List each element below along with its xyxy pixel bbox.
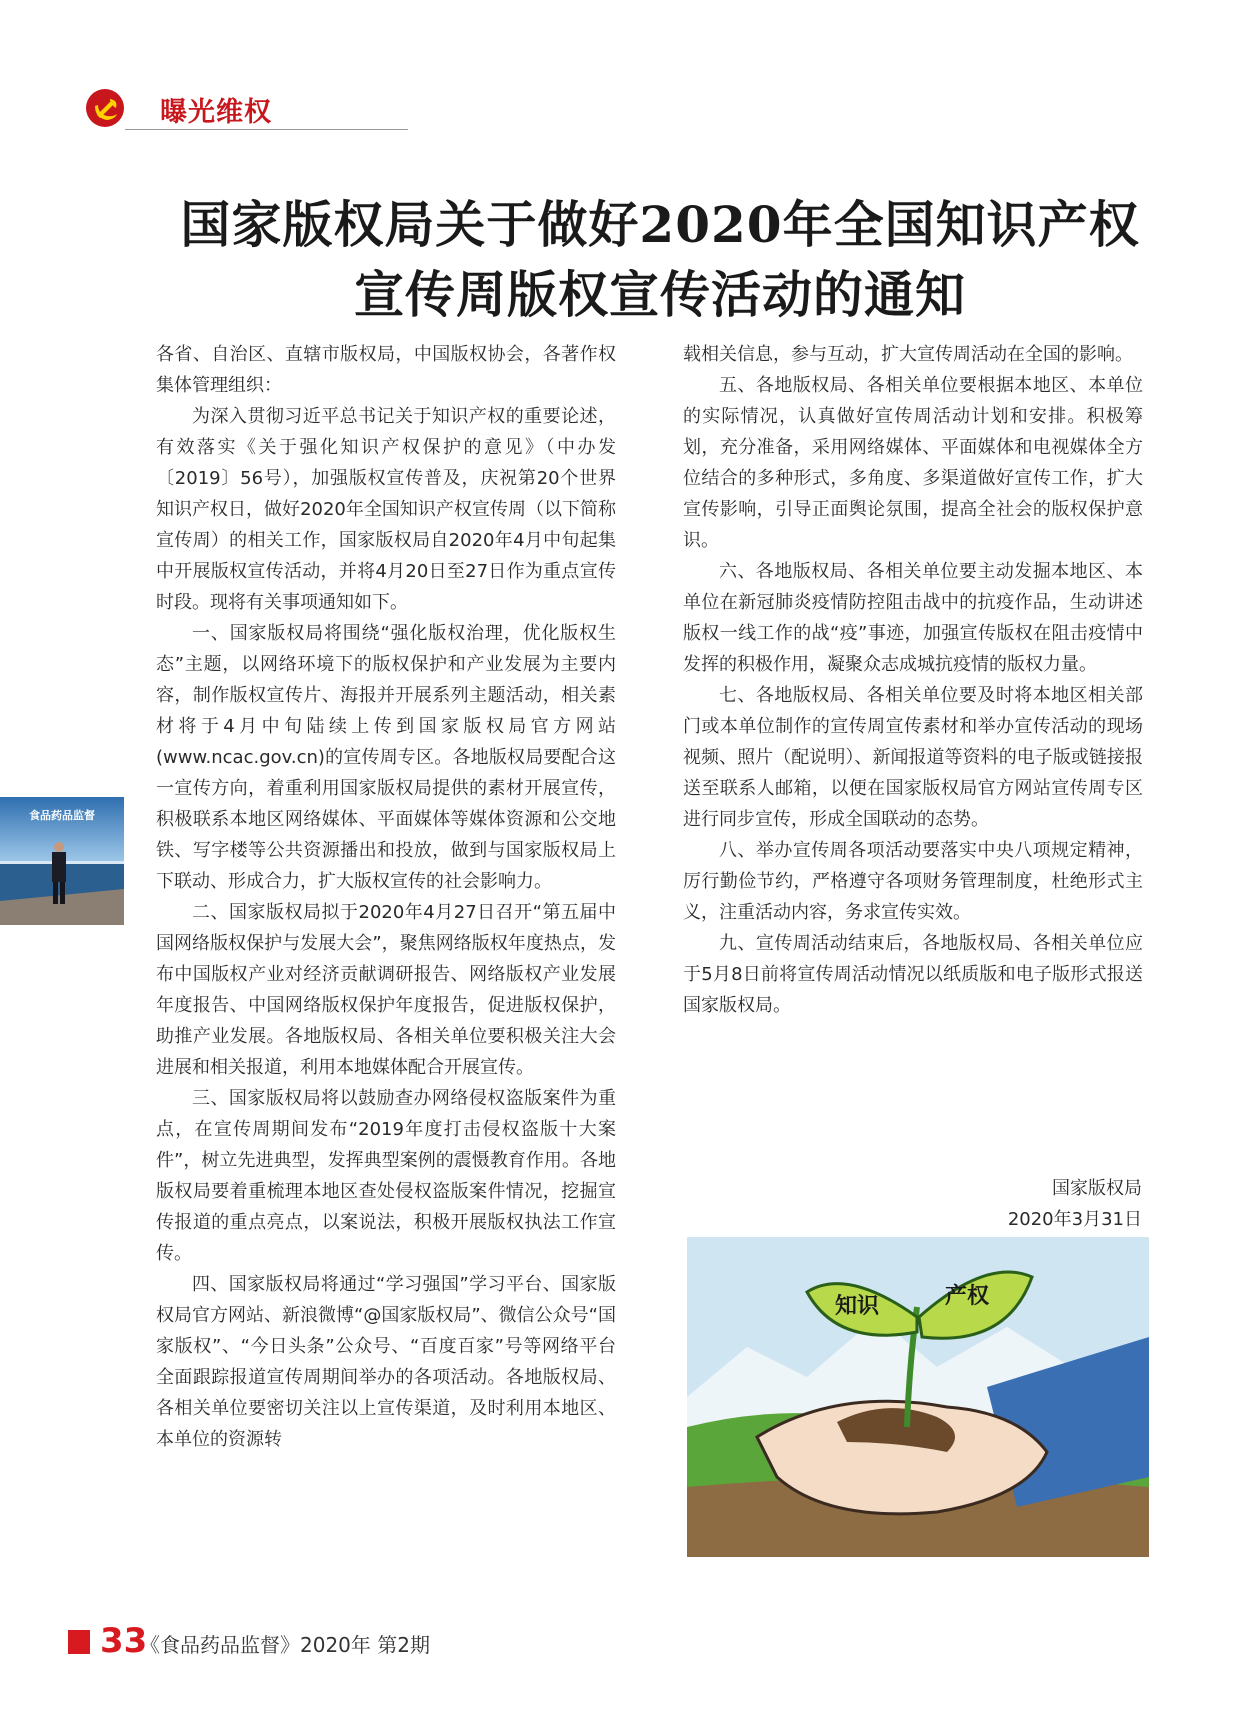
paragraph: 为深入贯彻习近平总书记关于知识产权的重要论述，有效落实《关于强化知识产权保护的意见》（中办发〔2019〕56号），加强版权宣传普及，庆祝第20个世界知识产权日，做好2020年全国知识产权宣传周（以下简称宣传周）的相关工作，国家版权局自2020年4月中旬起集中开展版权宣传活动，并将4月20日至27日作为重点宣传时段。现将有关事项通知如下。 bbox=[156, 406, 616, 613]
paragraph: 七、各地版权局、各相关单位要及时将本地区相关部门或本单位制作的宣传周宣传素材和举办宣传活动的现场视频、照片（配说明）、新闻报道等资料的电子版或链接报送至联系人邮箱，以便在国家版权局官方网站宣传周专区进行同步宣传，形成全国联动的态势。 bbox=[683, 685, 1143, 830]
paragraph: 四、国家版权局将通过“学习强国”学习平台、国家版权局官方网站、新浪微博“@国家版权局”、微信公众号“国家版权”、“今日头条”公众号、“百度百家”号等网络平台全面跟踪报道宣传周期间举办的各项活动。各地版权局、各相关单位要密切关注以上宣传渠道，及时利用本地区、本单位的资源转 bbox=[156, 1274, 616, 1450]
leaf-left-text: 知识 bbox=[835, 1293, 880, 1319]
hands-sprout-image bbox=[687, 1237, 1149, 1557]
paragraph: 九、宣传周活动结束后，各地版权局、各相关单位应于5月8日前将宣传周活动情况以纸质版和电子版形式报送国家版权局。 bbox=[683, 933, 1143, 1016]
left-column bbox=[156, 339, 616, 1455]
party-emblem-icon bbox=[85, 88, 125, 128]
footer-red-block bbox=[68, 1630, 90, 1654]
section-title: 曝光维权 bbox=[160, 97, 272, 128]
right-column bbox=[683, 339, 1143, 1021]
paragraph: 二、国家版权局拟于2020年4月27日召开“第五届中国网络版权保护与发展大会”，聚焦网络版权年度热点，发布中国版权产业对经济贡献调研报告、网络版权产业发展年度报告、中国网络版权保护年度报告，促进版权保护，助推产业发展。各地版权局、各相关单位要积极关注大会进展和相关报道，利用本地媒体配合开展宣传。 bbox=[156, 902, 616, 1078]
paragraph: 载相关信息，参与互动，扩大宣传周活动在全国的影响。 bbox=[683, 344, 1133, 365]
signature-org: 国家版权局 bbox=[1052, 1178, 1142, 1199]
photo-tag: 食品药品监督 bbox=[29, 809, 95, 822]
page-number: 33 bbox=[100, 1621, 148, 1661]
paragraph: 三、国家版权局将以鼓励查办网络侵权盗版案件为重点，在宣传周期间发布“2019年度打击侵权盗版十大案件”，树立先进典型，发挥典型案例的震慑教育作用。各地版权局要着重梳理本地区查处侵权盗版案件情况，挖掘宣传报道的重点亮点，以案说法，积极开展版权执法工作宣传。 bbox=[156, 1088, 616, 1264]
article-title bbox=[150, 190, 1170, 330]
sprout-illustration bbox=[687, 1237, 1149, 1557]
paragraph: 五、各地版权局、各相关单位要根据本地区、本单位的实际情况，认真做好宣传周活动计划和安排。积极筹划，充分准备，采用网络媒体、平面媒体和电视媒体全方位结合的多种形式，多角度、多渠道做好宣传工作，扩大宣传影响，引导正面舆论氛围，提高全社会的版权保护意识。 bbox=[683, 375, 1143, 551]
title-line-2: 宣传周版权宣传活动的通知 bbox=[354, 265, 966, 324]
title-line-1: 国家版权局关于做好2020年全国知识产权 bbox=[180, 195, 1140, 254]
leaf-right-text: 产权 bbox=[945, 1283, 990, 1309]
paragraph: 六、各地版权局、各相关单位要主动发掘本地区、本单位在新冠肺炎疫情防控阻击战中的抗疫作品，生动讲述版权一线工作的战“疫”事迹，加强宣传版权在阻击疫情中发挥的积极作用，凝聚众志成城抗疫情的版权力量。 bbox=[683, 561, 1143, 675]
paragraph: 各省、自治区、直辖市版权局，中国版权协会，各著作权集体管理组织： bbox=[156, 344, 616, 396]
paragraph: 一、国家版权局将围绕“强化版权治理，优化版权生态”主题，以网络环境下的版权保护和产业发展为主要内容，制作版权宣传片、海报并开展系列主题活动，相关素材将于4月中旬陆续上传到国家版权局官方网站(www.ncac.gov.cn)的宣传周专区。各地版权局要配合这一宣传方向，着重利用国家版权局提供的素材开展宣传，积极联系本地区网络媒体、平面媒体等媒体资源和公交地铁、写字楼等公共资源播出和投放，做到与国家版权局上下联动、形成合力，扩大版权宣传的社会影响力。 bbox=[156, 623, 616, 892]
side-photo bbox=[0, 797, 124, 925]
magazine-issue: 《食品药品监督》2020年 第2期 bbox=[140, 1633, 430, 1657]
header-divider bbox=[125, 129, 408, 130]
paragraph: 八、举办宣传周各项活动要落实中央八项规定精神，厉行勤俭节约，严格遵守各项财务管理制度，杜绝形式主义，注重活动内容，务求宣传实效。 bbox=[683, 840, 1143, 923]
section-header bbox=[85, 88, 323, 132]
signature-date: 2020年3月31日 bbox=[1007, 1209, 1142, 1230]
